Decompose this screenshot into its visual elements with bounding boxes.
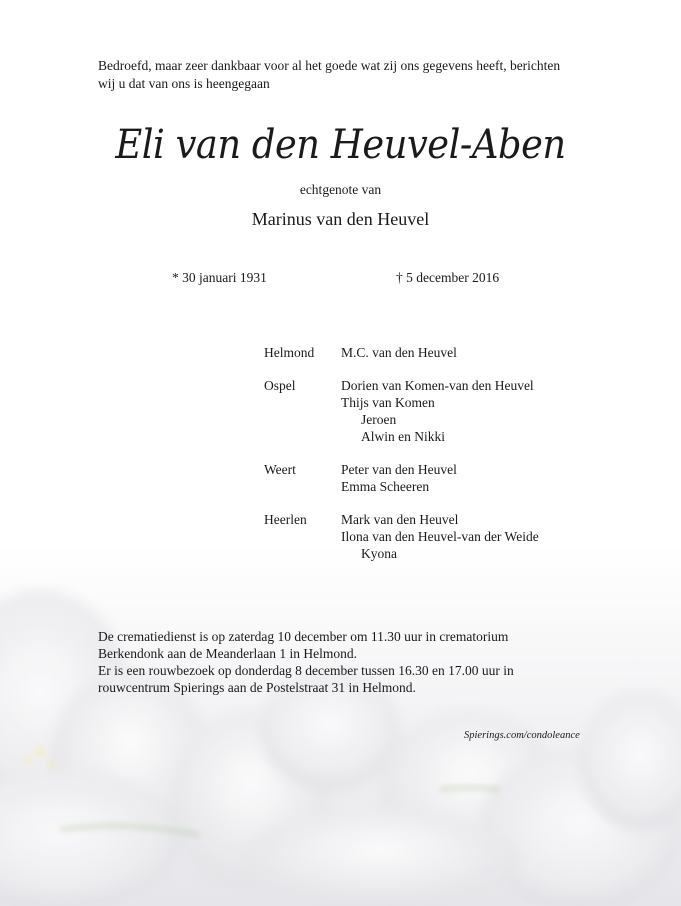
family-member: Peter van den Heuvel [341,462,457,477]
service-line: Er is een rouwbezoek op donderdag 8 december tussen 16.30 en 17.00 uur in [98,663,514,678]
family-member: Dorien van Komen-van den Heuvel [341,378,534,393]
intro-text: Bedroefd, maar zeer dankbaar voor al het goede wat zij ons gegevens heeft, berichten wij u dat van ons is heengegaan [98,58,561,91]
family-member: Kyona [361,546,397,561]
condolence-link[interactable]: Spierings.com/condoleance [464,730,580,741]
family-member: Ilona van den Heuvel-van der Weide [341,529,539,544]
deceased-name: Eli van den Heuvel-Aben [115,122,566,168]
service-info [98,628,588,696]
family-place: Helmond [264,345,315,360]
family-place: Heerlen [264,512,307,527]
family-group-heerlen [264,511,539,562]
family-member: M.C. van den Heuvel [341,345,457,360]
birth-date: * 30 januari 1931 [172,270,267,285]
spouse-name: Marinus van den Heuvel [251,209,430,229]
family-member: Mark van den Heuvel [341,512,459,527]
family-group-weert [264,461,539,495]
death-date: † 5 december 2016 [396,270,500,285]
spouse-label: echtgenote van [299,182,382,197]
family-place: Ospel [264,378,296,393]
family-group-ospel [264,377,539,445]
family-member: Jeroen [361,412,397,427]
family-group-helmond [264,344,539,361]
service-line: rouwcentrum Spierings aan de Postelstraat 31 in Helmond. [98,680,416,695]
family-member: Alwin en Nikki [361,429,445,444]
family-place: Weert [264,462,296,477]
service-line: De crematiedienst is op zaterdag 10 december om 11.30 uur in crematorium [98,629,509,644]
family-member: Thijs van Komen [341,395,435,410]
family-list [264,344,539,578]
service-line: Berkendonk aan de Meanderlaan 1 in Helmond. [98,646,358,661]
family-member: Emma Scheeren [341,479,430,494]
